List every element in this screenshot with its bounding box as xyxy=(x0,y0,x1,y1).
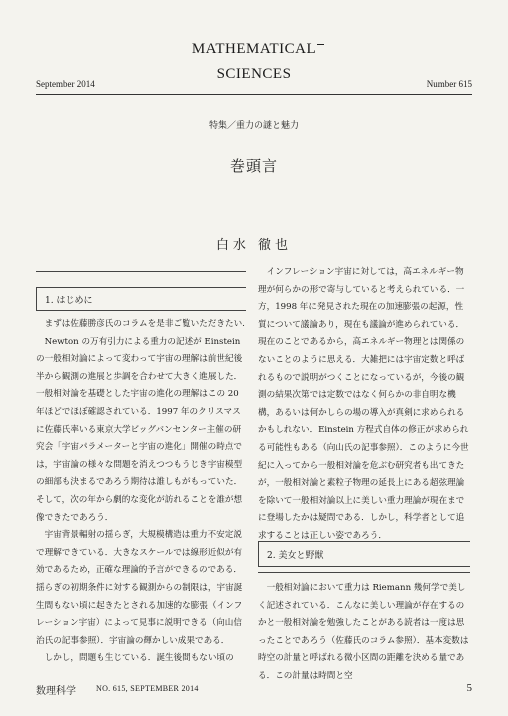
footer-page-number: 5 xyxy=(466,682,472,694)
right-column-top xyxy=(258,264,470,546)
section1-top-rule xyxy=(36,271,246,272)
section2-heading: 2. 美女と野獣 xyxy=(258,541,470,567)
section1-heading: 1. はじめに xyxy=(36,287,246,311)
masthead-date: September 2014 xyxy=(36,79,95,89)
left-paragraph-2: Newton の万有引力による重力の記述が Einstein の一般相対論によって変わって宇宙の理解は前世紀後半から観測の進展と歩調を合わせて大きく進展した．一般相対論を基礎とした宇宙の進化の理解はこの 20 年ほどでほぼ確認されている．1997 年のクリスマスに佐藤氏率いる東京大学ビッグバンセンター主催の研究会「宇宙パラメーターと宇宙の進化」開催の時点では，宇宙論の様々な問題を消えつつもうじき宇宙模型の細部も決まるであろう期待は誰しもがもっていた．そして，次の年から劇的な変化が訪れることを誰が想像できたであろう． xyxy=(36,336,243,523)
footer-issue: NO. 615, SEPTEMBER 2014 xyxy=(96,684,199,693)
article-title: 巻頭言 xyxy=(229,157,278,175)
author-name: 白水 徹也 xyxy=(215,238,293,253)
masthead-rule xyxy=(36,94,472,95)
left-paragraph-1: まずは佐藤勝彦氏のコラムを是非ご覧いただきたい. xyxy=(44,319,245,329)
masthead-number: Number 615 xyxy=(426,79,472,89)
masthead-title-line2: SCIENCES xyxy=(216,66,292,82)
right-paragraph-2: 一般相対論において重力は Riemann 幾何学で美しく記述されている．こんなに美しい理論が存在するのかと一般相対論を勉強したことがある読者は一度は思ったことであろう（佐藤氏のコラム参照）．基本変数は時空の計量と呼ばれる微小区間の距離を決める量である．この計量は時間と空 xyxy=(258,583,469,681)
left-paragraph-3: 宇宙背景輻射の揺らぎ，大規模構造は重力不安定説で理解できている．大きなスケールでは線形近似が有効であるため，正確な理論的予言ができるのである．揺らぎの初期条件に対する観測からの制限は，宇宙誕生間もない頃に起きたとされる加速的な膨張（インフレーション宇宙）によって見事に説明できる（向山信治氏の記事参照）．宇宙論の輝かしい成果である． xyxy=(36,530,243,646)
left-paragraph-4: しかし，問題も生じている．誕生後間もない頃の xyxy=(44,653,234,664)
section2-bottom-rule xyxy=(258,572,470,573)
feature-label: 特集／重力の謎と魅力 xyxy=(208,121,299,131)
footer-journal: 数理科学 xyxy=(36,686,76,697)
masthead-title-line1: MATHEMATICAL xyxy=(191,41,317,57)
right-paragraph-1: インフレーション宇宙に対しては，高エネルギー物理が何らかの形で寄与していると考えられている．一方，1998 年に発見された現在の加速膨張の起源，性質について議論あり，現在も議論が進められている．現在のことであるから，高エネルギー物理とは関係のないことのように思える．大雑把には宇宙定数と呼ばれるもので説明がつくことになっているが，今後の観測の結果次第では定数ではなく何らかの非自明な機構，あるいは何かしらの場の導入が真剣に求められるかもしれない．Einstein 方程式自体の修正が求められる可能性もある（向山氏の記事参照）．このように今世紀に入ってから一般相対論を危ぶむ研究者も出てきたが，一般相対論と素粒子物理の延長上にある超弦理論を除いて一般相対論以上に美しい重力理論が現在までに登場したかは疑問である．しかし，科学者として追求することは正しい姿であろう． xyxy=(258,267,469,541)
masthead-mark xyxy=(317,44,324,45)
right-column-bottom xyxy=(258,580,470,686)
left-column xyxy=(36,316,246,668)
